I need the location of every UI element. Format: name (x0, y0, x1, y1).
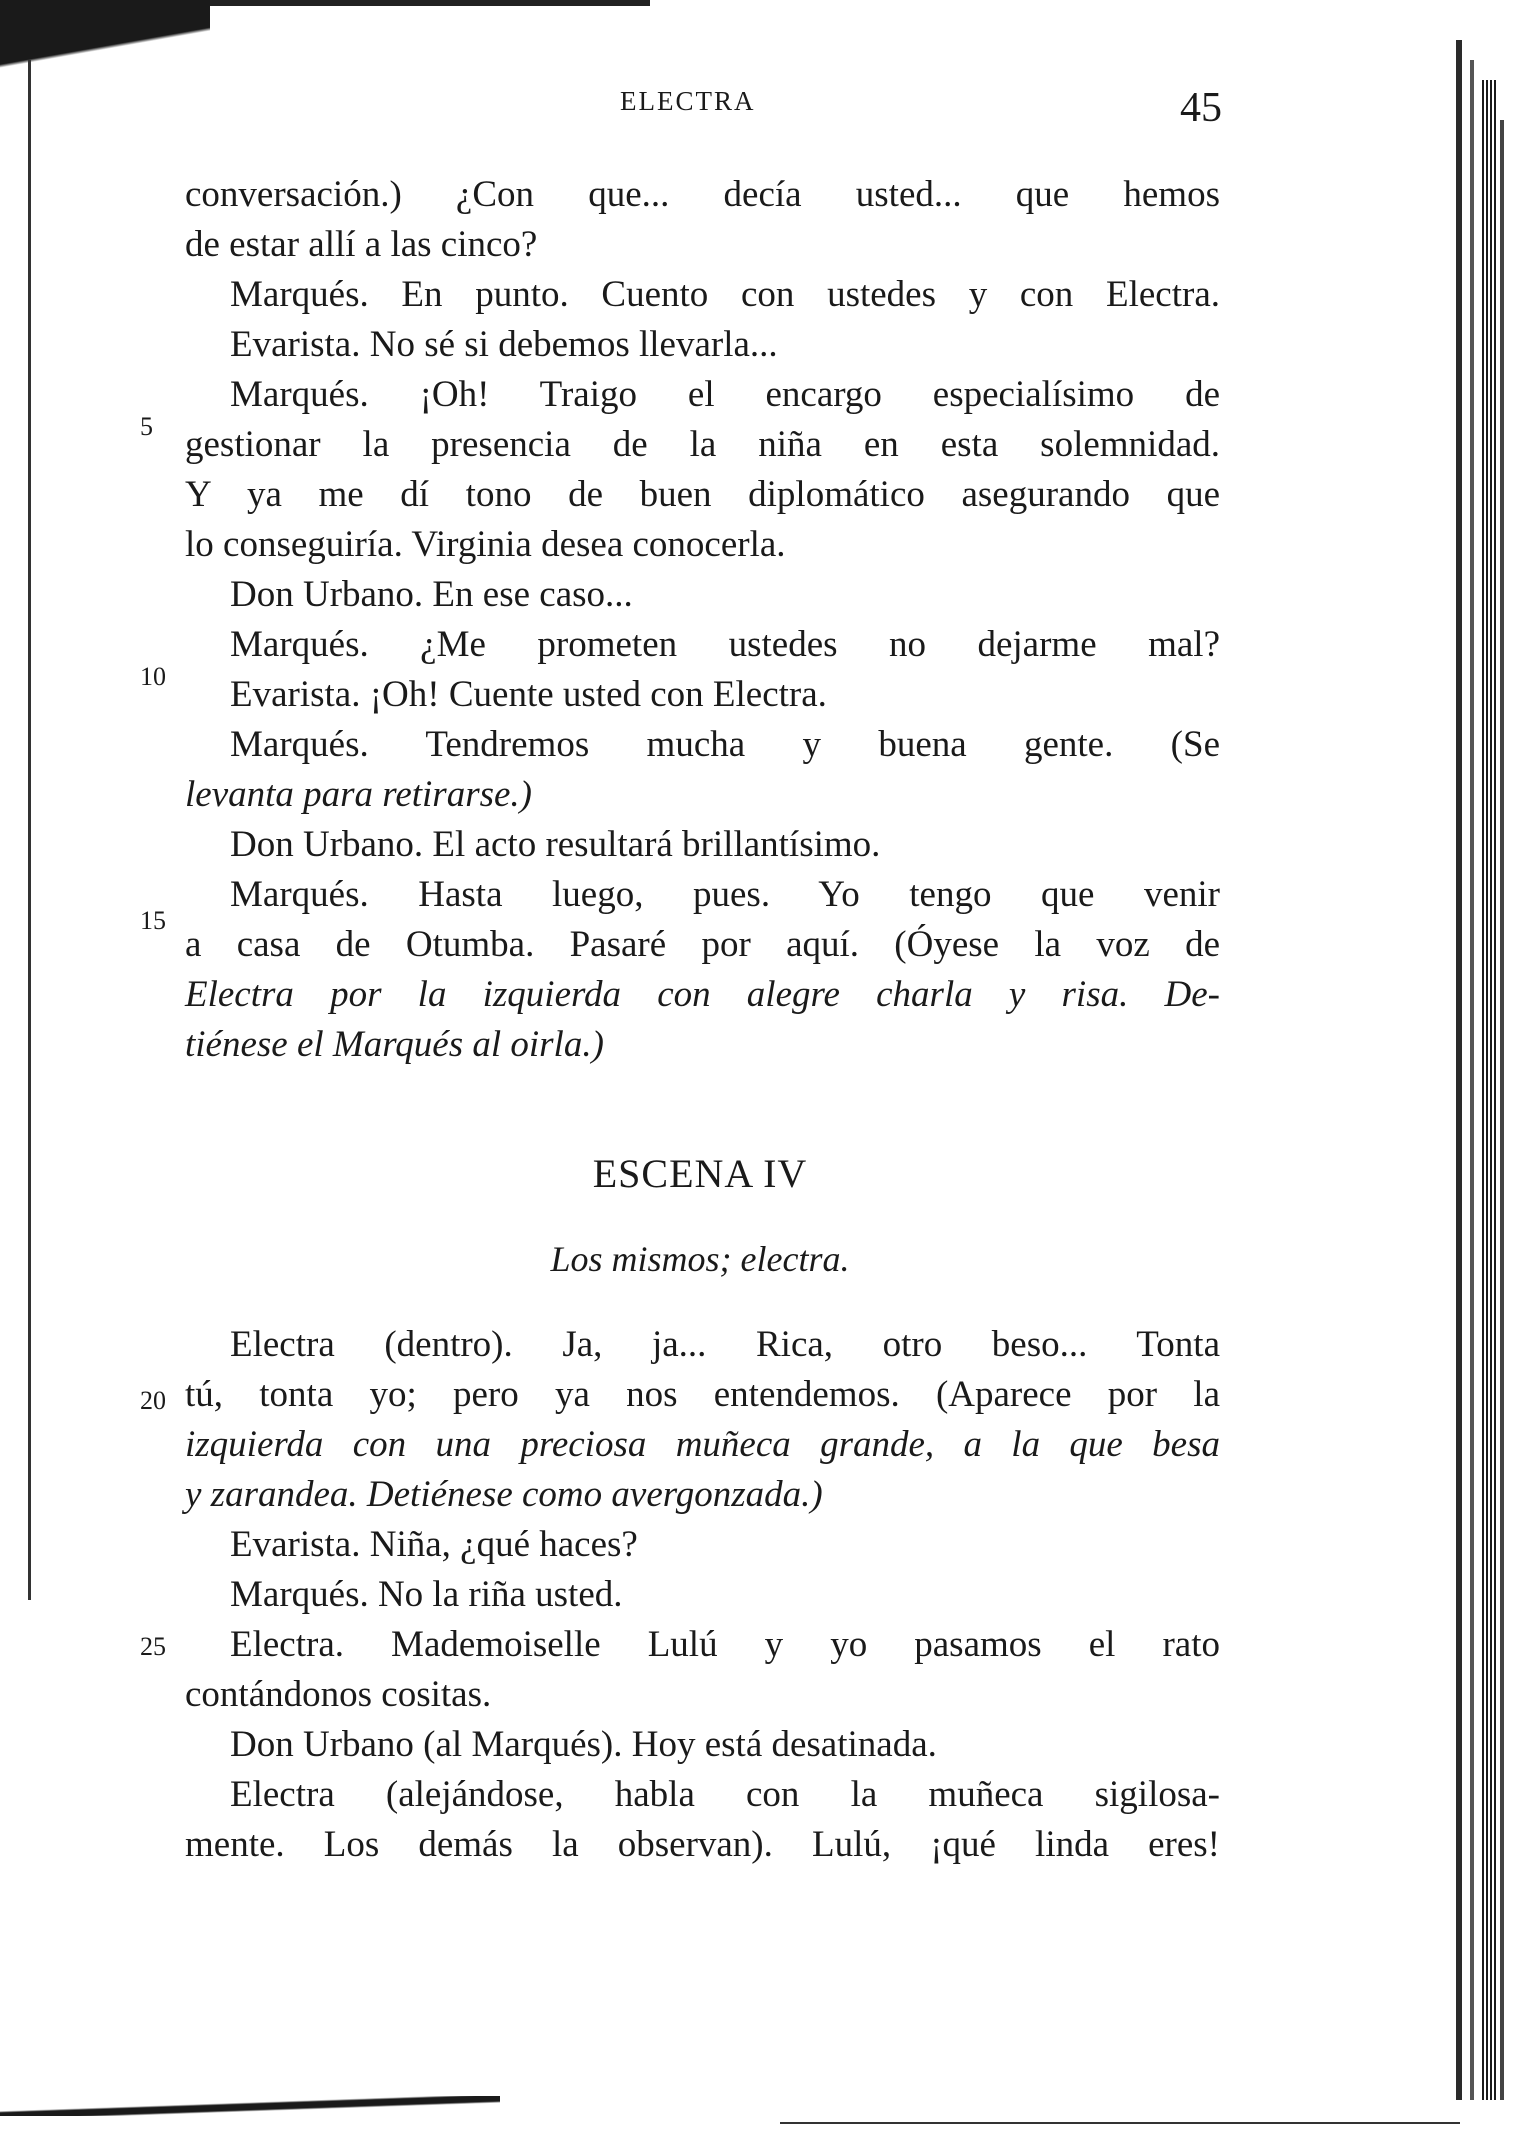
text-line: Marqués. Hasta luego, pues. Yo tengo que venir (230, 874, 1220, 915)
scan-border-left (28, 60, 31, 1600)
text-line: tú, tonta yo; pero ya nos entendemos. (Aparece por la (185, 1374, 1220, 1415)
scene-title (0, 1150, 1400, 1197)
scan-corner-shadow (0, 0, 210, 80)
text-line: Y ya me dí tono de buen diplomático asegurando que (185, 474, 1220, 515)
text-line: Electra. Mademoiselle Lulú y yo pasamos el rato (230, 1624, 1220, 1665)
text-line: y zarandea. Detiénese como avergonzada.) (185, 1474, 823, 1515)
text-line: Don Urbano (al Marqués). Hoy está desatinada. (230, 1724, 937, 1765)
text-line: Marqués. ¡Oh! Traigo el encargo especialísimo de (230, 374, 1220, 415)
text-line: Electra por la izquierda con alegre charla y risa. De- (185, 974, 1220, 1015)
text-line: Evarista. ¡Oh! Cuente usted con Electra. (230, 674, 827, 715)
line-number: 25 (140, 1632, 166, 1661)
text-line: a casa de Otumba. Pasaré por aquí. (Óyese la voz de (185, 924, 1220, 965)
scan-edge-right (1456, 40, 1462, 2100)
text-line: Don Urbano. El acto resultará brillantísimo. (230, 824, 881, 865)
text-line: izquierda con una preciosa muñeca grande, a la que besa (185, 1424, 1220, 1465)
text-line: Evarista. No sé si debemos llevarla... (230, 324, 778, 365)
text-line: de estar allí a las cinco? (185, 224, 538, 265)
line-number: 20 (140, 1386, 166, 1415)
text-line: Marqués. Tendremos mucha y buena gente. (Se (230, 724, 1220, 765)
scene-subtitle-text: Los mismos; electra. (550, 1239, 850, 1279)
scan-edge-right (1500, 120, 1504, 2100)
scene-subtitle (0, 1238, 1400, 1280)
text-line: Marqués. No la riña usted. (230, 1574, 623, 1615)
scan-border-bottom (0, 2096, 500, 2116)
line-number: 10 (140, 662, 166, 691)
text-line: gestionar la presencia de la niña en esta solemnidad. (185, 424, 1220, 465)
line-number: 15 (140, 906, 166, 935)
scan-edge-right (1470, 60, 1474, 2100)
text-line: Electra (alejándose, habla con la muñeca sigilosa- (230, 1774, 1220, 1815)
text-line: levanta para retirarse.) (185, 774, 533, 815)
running-title: ELECTRA (620, 86, 756, 116)
text-line: lo conseguiría. Virginia desea conocerla. (185, 524, 786, 565)
line-number: 5 (140, 412, 153, 441)
text-line: tiénese el Marqués al oirla.) (185, 1024, 604, 1065)
text-line: mente. Los demás la observan). Lulú, ¡qué linda eres! (185, 1824, 1220, 1865)
text-line: contándonos cositas. (185, 1674, 492, 1715)
text-line: Don Urbano. En ese caso... (230, 574, 633, 615)
text-line: Marqués. ¿Me prometen ustedes no dejarme mal? (230, 624, 1220, 665)
text-line: Electra (dentro). Ja, ja... Rica, otro beso... Tonta (230, 1324, 1220, 1365)
page-number: 45 (1180, 85, 1222, 131)
text-line: Evarista. Niña, ¿qué haces? (230, 1524, 638, 1565)
scan-page-edges (1482, 80, 1496, 2100)
text-line: Marqués. En punto. Cuento con ustedes y con Electra. (230, 274, 1220, 315)
scan-border-bottom (780, 2122, 1460, 2124)
scene-title-text: ESCENA IV (592, 1151, 808, 1196)
text-line: conversación.) ¿Con que... decía usted... que hemos (185, 174, 1220, 215)
